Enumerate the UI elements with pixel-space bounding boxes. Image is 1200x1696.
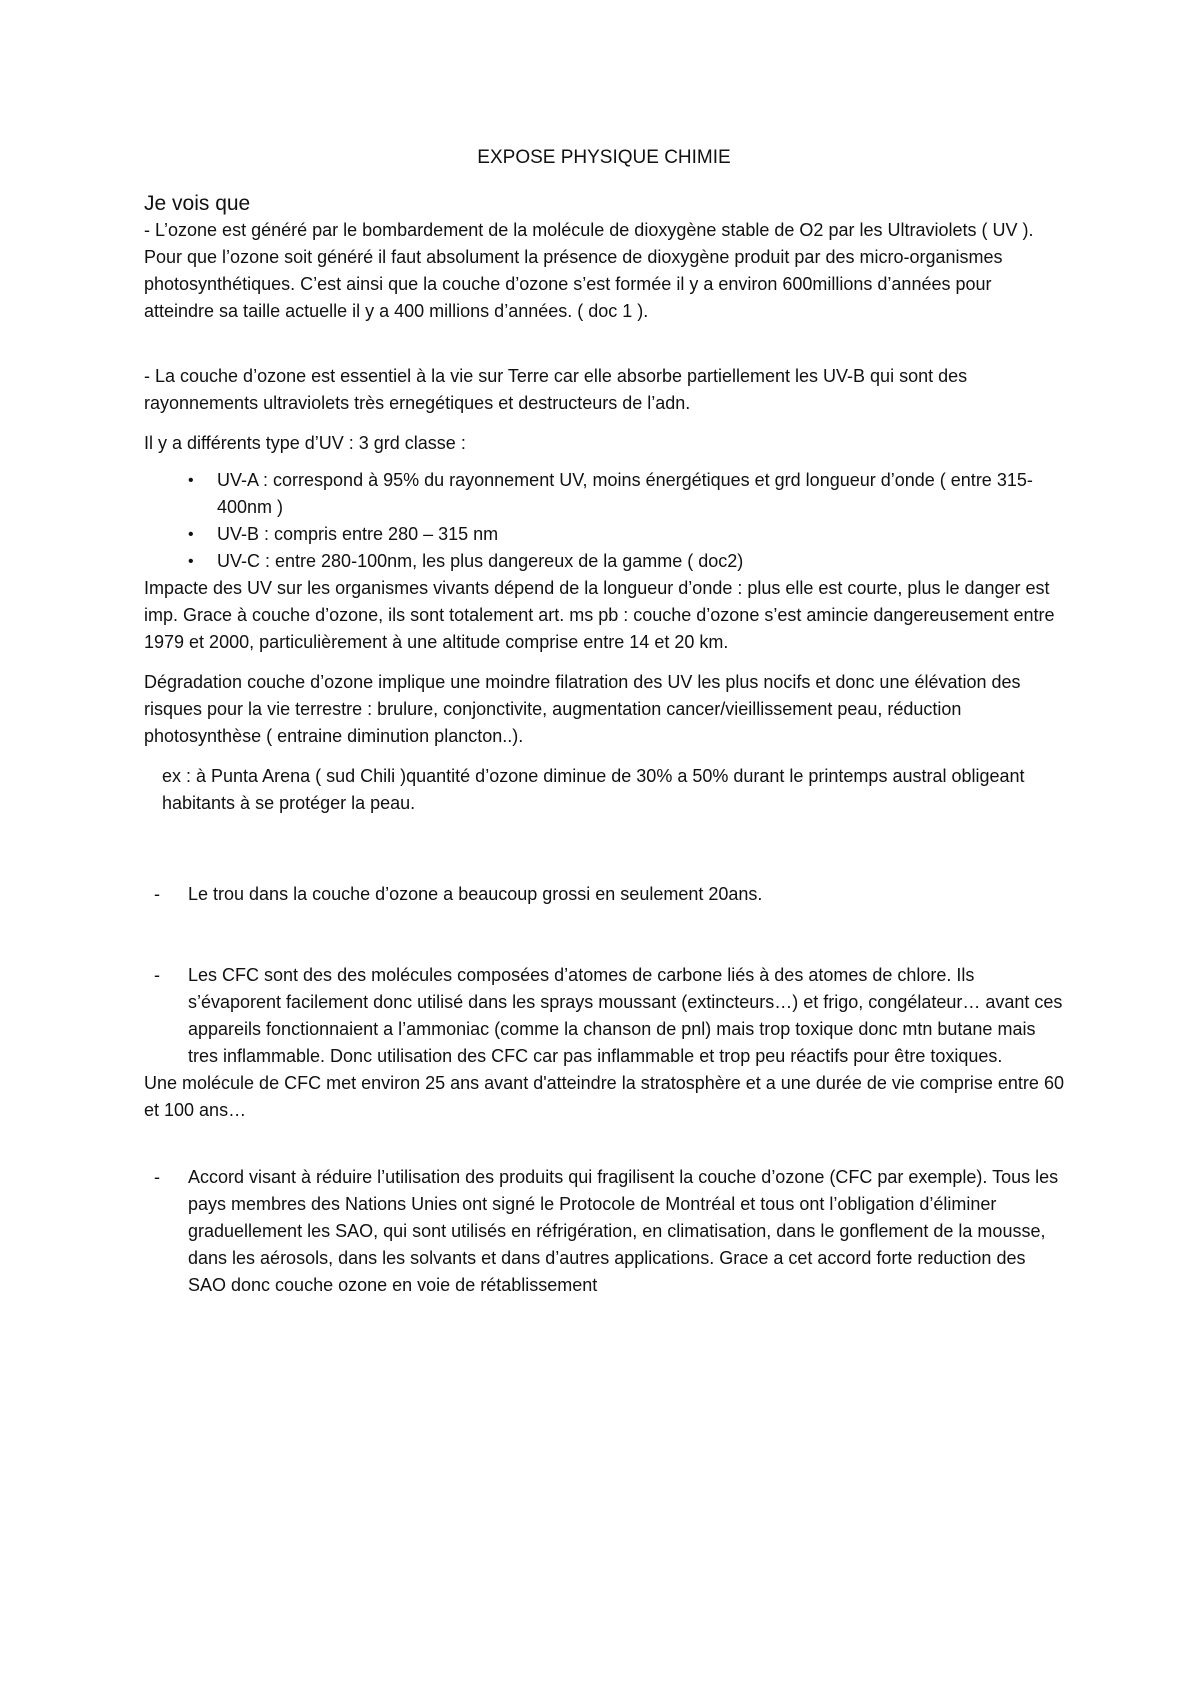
dash-list — [144, 881, 1064, 1070]
list-item — [144, 548, 1064, 575]
dash-marker: - — [154, 884, 160, 904]
cfc-paragraph: Une molécule de CFC met environ 25 ans avant d'atteindre la stratosphère et a une durée de vie comprise entre 60 et 100 ans… — [144, 1073, 1064, 1120]
dash-marker: - — [154, 965, 160, 985]
essential-paragraph: - La couche d’ozone est essentiel à la vie sur Terre car elle absorbe partiellement les UV-B qui sont des rayonnements ultraviolets très ernegétiques et destructeurs de l’adn. — [144, 366, 968, 413]
list-item-text: Les CFC sont des des molécules composées d’atomes de carbone liés à des atomes de chlore. Ils s’évaporent facilement donc utilisé dans les sprays moussant (extincteurs…) et frigo, congélateur… avant ces appareils fonctionnaient a l’ammoniac (comme la chanson de pnl) mais trop toxique donc mtn butane mais tres inflammable. Donc utilisation des CFC car pas inflammable et trop peu réactifs pour être toxiques. — [188, 965, 1063, 1066]
section-heading: Je vois que — [144, 192, 251, 215]
list-item-text: Accord visant à réduire l’utilisation des produits qui fragilisent la couche d’ozone (CFC par exemple). Tous les pays membres des Nations Unies ont signé le Protocole de Montréal et tous ont l’obligation d’éliminer graduellement les SAO, qui sont utilisés en réfrigération, en climatisation, dans le gonflement de la mousse, dans les aérosols, dans les solvants et dans d’autres applications. Grace a cet accord forte reduction des SAO donc couche ozone en voie de rétablissement — [188, 1167, 1059, 1295]
bullet-marker: • — [188, 553, 194, 570]
intro-paragraph: - L’ozone est généré par le bombardement de la molécule de dioxygène stable de O2 par les Ultraviolets ( UV ). Pour que l’ozone soit généré il faut absolument la présence de dioxygène produit par des micro-organismes photosynthétiques. C’est ainsi que la couche d’ozone s’est formée il y a environ 600millions d’années pour atteindre sa taille actuelle il y a 400 millions d’années. ( doc 1 ). — [144, 220, 1034, 321]
list-item-text: Le trou dans la couche d’ozone a beaucoup grossi en seulement 20ans. — [188, 884, 763, 904]
bullet-marker: • — [188, 526, 194, 543]
list-item-text: UV-A : correspond à 95% du rayonnement UV, moins énergétiques et grd longueur d’onde ( entre 315-400nm ) — [217, 470, 1033, 517]
document-title: EXPOSE PHYSIQUE CHIMIE — [477, 147, 731, 168]
document-body — [144, 144, 1064, 1299]
uv-types-intro: Il y a différents type d’UV : 3 grd classe : — [144, 433, 466, 453]
list-item-text: UV-B : compris entre 280 – 315 nm — [217, 524, 499, 544]
degradation-paragraph: Dégradation couche d’ozone implique une moindre filatration des UV les plus nocifs et donc une élévation des risques pour la vie terrestre : brulure, conjonctivite, augmentation cancer/vieillissement peau, réduction photosynthèse ( entraine diminution plancton..). — [144, 672, 1021, 746]
bullet-marker: • — [188, 472, 194, 489]
list-item — [144, 962, 1064, 1070]
list-item — [144, 1164, 1064, 1299]
example-paragraph: ex : à Punta Arena ( sud Chili )quantité d’ozone diminue de 30% a 50% durant le printemps austral obligeant habitants à se protéger la peau. — [162, 766, 1025, 813]
list-item — [144, 881, 1064, 908]
impact-paragraph: Impacte des UV sur les organismes vivants dépend de la longueur d’onde : plus elle est courte, plus le danger est imp. Grace à couche d’ozone, ils sont totalement art. ms pb : couche d’ozone s’est amincie dangereusement entre 1979 et 2000, particulièrement à une altitude comprise entre 14 et 20 km. — [144, 578, 1055, 652]
list-item-text: UV-C : entre 280-100nm, les plus dangereux de la gamme ( doc2) — [217, 551, 744, 571]
dash-marker: - — [154, 1167, 160, 1187]
list-item — [144, 521, 1064, 548]
accord-list — [144, 1164, 1064, 1299]
list-item — [144, 467, 1064, 521]
uv-types-list — [144, 467, 1064, 575]
